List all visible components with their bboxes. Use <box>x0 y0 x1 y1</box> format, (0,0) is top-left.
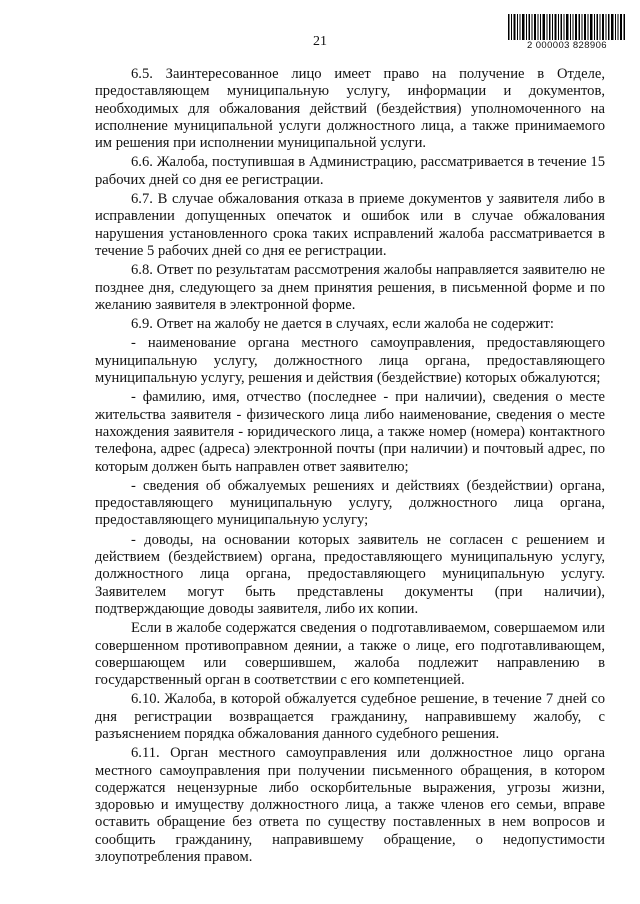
body-text <box>95 66 605 868</box>
paragraph-6-5: 6.5. Заинтересованное лицо имеет право на получение в Отделе, предоставляющем муниципальную услугу, информации и документов, необходимых для обжалования действий (бездействия) уполномоченного на исполнение муниципальной услуги должностного лица, а также принимаемого им решения при исполнении муниципальной услуги. <box>95 66 605 152</box>
paragraph-6-7: 6.7. В случае обжалования отказа в приеме документов у заявителя либо в исправлении допущенных опечаток и ошибок или в случае обжалования нарушения установленного срока таких исправлений жалоба рассматривается в течение 5 рабочих дней со дня ее регистрации. <box>95 191 605 259</box>
paragraph-unlawful-act: Если в жалобе содержатся сведения о подготавливаемом, совершаемом или совершенном противоправном деянии, а также о лице, его подготавливающем, совершающем или совершившем, жалоба подлежит направлению в государственный орган в соответствии с его компетенцией. <box>95 620 605 689</box>
paragraph-6-10: 6.10. Жалоба, в которой обжалуется судебное решение, в течение 7 дней со дня регистрации возвращается гражданину, направившему жалобу, с разъяснением порядка обжалования данного судебного решения. <box>95 691 605 742</box>
paragraph-6-9: 6.9. Ответ на жалобу не дается в случаях, если жалоба не содержит: <box>131 316 554 333</box>
paragraph-6-11: 6.11. Орган местного самоуправления или должностное лицо органа местного самоуправления при получении письменного обращения, в котором содержатся нецензурные либо оскорбительные выражения, угрозы жизни, здоровью и имуществу должностного лица, а также членов его семьи, вправе оставить обращение без ответа по существу поставленных в нем вопросов и сообщить гражданину, направившему обращение, о недопустимости злоупотребления правом. <box>95 745 605 866</box>
list-item-appealed-decisions: - сведения об обжалуемых решениях и действиях (бездействии) органа, предоставляющего муниципальную услугу, должностного лица органа, предоставляющего муниципальную услугу; <box>95 477 605 529</box>
barcode-number: 2 000003 828906 <box>527 40 607 51</box>
list-item-authority-name: - наименование органа местного самоуправления, предоставляющего муниципальную услугу, должностного лица органа, предоставляющего муниципальную услугу, решения и действия (бездействие) которых обжалуются; <box>95 335 605 387</box>
barcode <box>508 14 626 54</box>
paragraph-6-8: 6.8. Ответ по результатам рассмотрения жалобы направляется заявителю не позднее дня, следующего за днем принятия решения, в письменной форме и по желанию заявителя в электронной форме. <box>95 262 605 313</box>
barcode-bars <box>508 14 626 40</box>
list-item-applicant-details: - фамилию, имя, отчество (последнее - при наличии), сведения о месте жительства заявителя - физического лица либо наименование, сведения о месте нахождения заявителя - юридического лица, а также номер (номера) контактного телефона, адрес (адреса) электронной почты (при наличии) и почтовый адрес, по которым должен быть направлен ответ заявителю; <box>95 389 605 475</box>
page-number: 21 <box>313 34 327 49</box>
paragraph-6-6: 6.6. Жалоба, поступившая в Администрацию, рассматривается в течение 15 рабочих дней со дня ее регистрации. <box>95 154 605 188</box>
list-item-arguments: - доводы, на основании которых заявитель не согласен с решением и действием (бездействием) органа, предоставляющего муниципальную услугу, должностного лица органа, предоставляющего муниципальную услугу. Заявителем могут быть представлены документы (при наличии), подтверждающие доводы заявителя, либо их копии. <box>95 531 605 617</box>
